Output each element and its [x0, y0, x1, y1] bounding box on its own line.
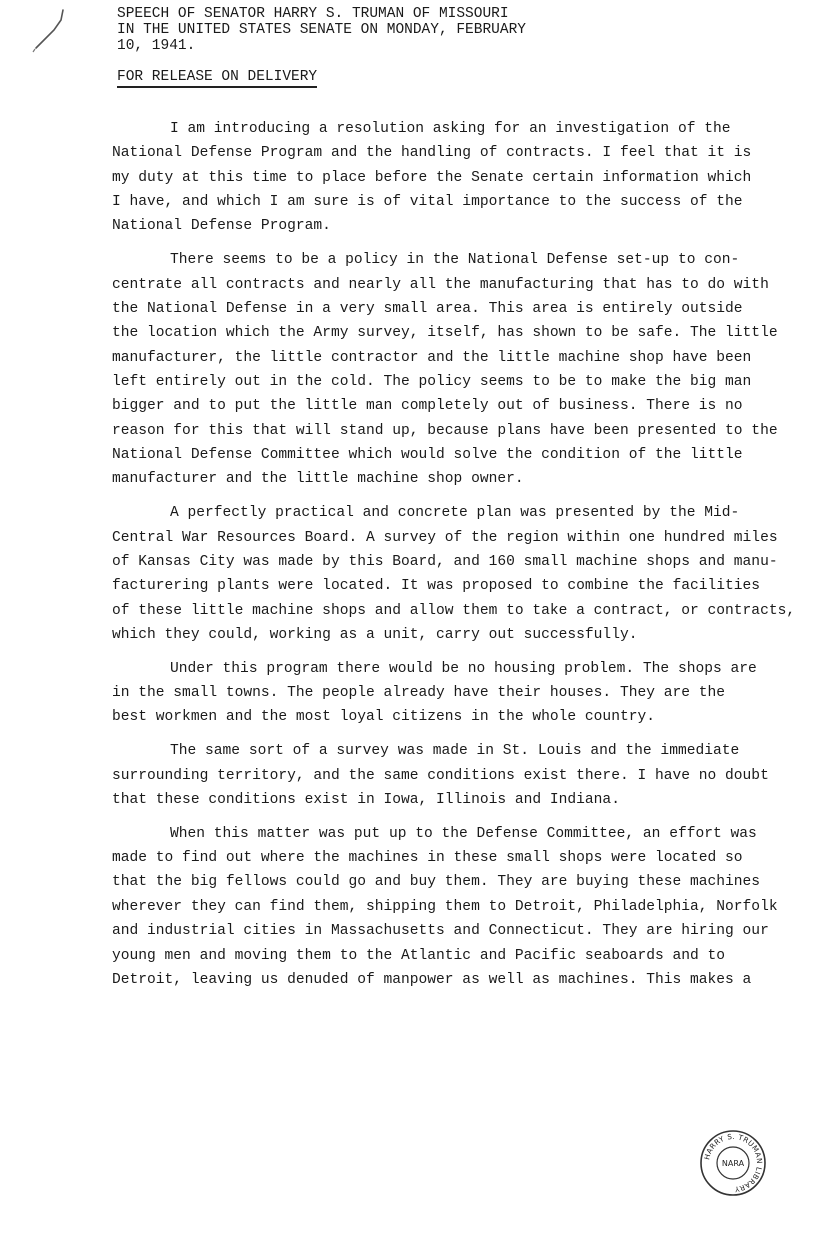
paragraph [112, 117, 802, 239]
text-line: the National Defense in a very small area. This area is entirely outside [112, 300, 743, 317]
text-line: Central War Resources Board. A survey of the region within one hundred miles [112, 529, 778, 546]
heading-line: 10, 1941. [117, 38, 196, 54]
text-line: facturering plants were located. It was proposed to combine the facilities [112, 578, 761, 595]
text-line: bigger and to put the little man completely out of business. There is no [112, 398, 743, 415]
text-line: I am introducing a resolution asking for an investigation of the [170, 121, 731, 137]
text-line: Detroit, leaving us denuded of manpower as well as machines. This makes a [112, 971, 752, 988]
text-line: National Defense Committee which would solve the condition of the little [112, 446, 743, 463]
text-line: I have, and which I am sure is of vital importance to the success of the [112, 194, 743, 211]
text-line: Under this program there would be no housing problem. The shops are [170, 660, 757, 677]
text-line: manufacturer and the little machine shop owner. [112, 471, 524, 488]
text-line: of these little machine shops and allow them to take a contract, or contracts, [112, 602, 796, 619]
text-line: young men and moving them to the Atlantic and Pacific seaboards and to [112, 947, 726, 964]
text-line: that the big fellows could go and buy them. They are buying these machines [112, 874, 761, 891]
text-line: and industrial cities in Massachusetts and Connecticut. They are hiring our [112, 923, 769, 940]
paragraph [112, 248, 802, 491]
pen-mark-icon [30, 8, 70, 54]
stamp-center-text: NARA [721, 1159, 745, 1168]
heading-line: SPEECH OF SENATOR HARRY S. TRUMAN OF MISSOURI [117, 6, 509, 22]
text-line: manufacturer, the little contractor and the little machine shop have been [112, 349, 752, 366]
text-line: When this matter was put up to the Defense Committee, an effort was [170, 825, 757, 842]
text-line: left entirely out in the cold. The policy seems to be to make the big man [112, 373, 752, 390]
text-line: surrounding territory, and the same conditions exist there. I have no doubt [112, 767, 769, 784]
text-line: my duty at this time to place before the Senate certain information which [112, 169, 752, 186]
text-line: reason for this that will stand up, because plans have been presented to the [112, 422, 778, 439]
speech-heading [117, 6, 526, 54]
text-line: which they could, working as a unit, carry out successfully. [112, 626, 638, 643]
stamp-ring-text: HARRY S. TRUMAN LIBRARY [702, 1131, 765, 1195]
paragraph [112, 501, 802, 647]
text-line: the location which the Army survey, itself, has shown to be safe. The little [112, 325, 778, 342]
text-line: The same sort of a survey was made in St. Louis and the immediate [170, 743, 740, 760]
paragraph [112, 739, 802, 812]
text-line: National Defense Program. [112, 218, 331, 235]
text-line: There seems to be a policy in the National Defense set-up to con- [170, 252, 740, 269]
text-line: wherever they can find them, shipping them to Detroit, Philadelphia, Norfolk [112, 898, 778, 915]
text-line: in the small towns. The people already have their houses. They are the [112, 685, 726, 702]
release-note: FOR RELEASE ON DELIVERY [117, 69, 317, 88]
paragraph [112, 657, 802, 730]
text-line: made to find out where the machines in these small shops were located so [112, 850, 743, 867]
text-line: centrate all contracts and nearly all the manufacturing that has to do with [112, 276, 769, 293]
text-line: that these conditions exist in Iowa, Illinois and Indiana. [112, 791, 620, 808]
speech-body [112, 117, 802, 992]
text-line: best workmen and the most loyal citizens in the whole country. [112, 709, 655, 726]
heading-line: IN THE UNITED STATES SENATE ON MONDAY, FEBRUARY [117, 22, 526, 38]
text-line: of Kansas City was made by this Board, and 160 small machine shops and manu- [112, 553, 778, 570]
paragraph [112, 822, 802, 992]
text-line: A perfectly practical and concrete plan was presented by the Mid- [170, 505, 740, 522]
library-stamp-icon [698, 1128, 768, 1198]
text-line: National Defense Program and the handling of contracts. I feel that it is [112, 145, 752, 162]
